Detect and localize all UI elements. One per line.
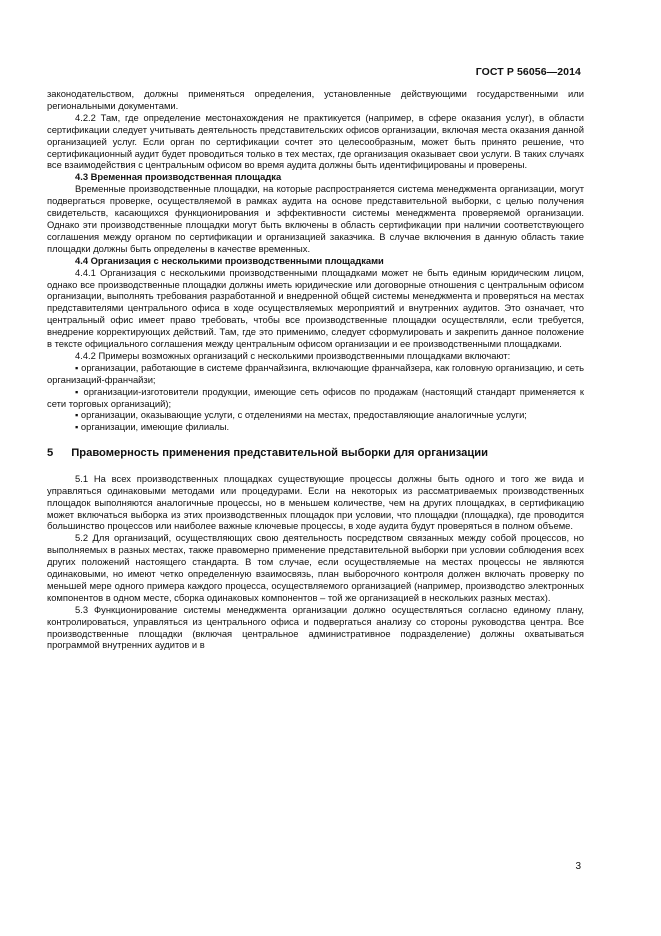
section-heading-4-3: 4.3 Временная производственная площадка bbox=[75, 171, 282, 183]
paragraph: 4.2.2 Там, где определение местонахождения не практикуется (например, в сфере оказания услуг), в области сертификации следует учитывать деятельность представительских офисов организации, включая места оказания данной организацией услуг. Если орган по сертификации сочтет это целесообразным, может быть принято решение, что сертификационный аудит будет проводиться только в тех местах, где организация оказывает свои услуги. В таких случаях все взаимодействия с центральным офисом во время аудита должны быть идентифицированы и проверены. bbox=[47, 111, 584, 171]
list-item: ▪ организации, оказывающие услуги, с отделениями на местах, предоставляющие аналогичные услуги; bbox=[75, 409, 527, 421]
paragraph: Временные производственные площадки, на которые распространяется система менеджмента организации, могут подвергаться проверке, осуществляемой в рамках аудита на основе представительной выборки, с целью получения свидетельств, касающихся функционирования и эффективности системы менеджмента проверяемой организации. Однако эти производственные площадки могут быть включены в область сертификации при наличии соответствующего соглашения между органом по сертификации и организацией заказчика. В случае включения в данную область такие площадки должны быть определены в качестве временных. bbox=[47, 183, 584, 254]
paragraph: 5.2 Для организаций, осуществляющих свою деятельность посредством связанных между собой процессов, но выполняемых в разных местах, также правомерно применение представительной выборки при условии соблюдения всех других положений настоящего стандарта. В том случае, если осуществляемые на местах процессы не являются одинаковыми, но имеют четко определенную взаимосвязь, план выборочного контроля должен включать проверку по меньшей мере одного примера каждого процесса, осуществляемого организацией (например, производство электронных компонентов в одном месте, сборка одинаковых компонентов – той же организацией в нескольких разных местах). bbox=[47, 532, 584, 603]
page-number: 3 bbox=[575, 861, 581, 872]
document-body bbox=[47, 88, 584, 651]
document-code-header: ГОСТ Р 56056—2014 bbox=[475, 66, 581, 78]
section-title: Правомерность применения представительной выборки для организации bbox=[71, 447, 489, 460]
paragraph: 4.4.1 Организация с несколькими производственными площадками может не быть единым юридическим лицом, однако все производственные площадки должны иметь юридические или договорные отношения с центральным офисом организации, выполнять требования разработанной и внедренной общей системы менеджмента и проверяться на местах представителями центрального офиса в ходе осуществляемых мероприятий и внутренних аудитов. Это означает, что центральный офис имеет право требовать, чтобы все производственные площадки осуществляли, если требуется, внедрение корректирующих действий. Там, где это применимо, следует сформулировать и закрепить данное положение в тексте официального соглашения между центральным офисом организации и ее производственными площадками. bbox=[47, 266, 584, 350]
list-item: ▪ организации, имеющие филиалы. bbox=[75, 421, 230, 433]
paragraph: законодательством, должны применяться определения, установленные действующими государственными или региональными документами. bbox=[47, 88, 584, 111]
section-heading-5 bbox=[47, 447, 584, 461]
paragraph: 4.4.2 Примеры возможных организаций с несколькими производственными площадками включают: bbox=[75, 349, 511, 361]
section-heading-4-4: 4.4 Организация с несколькими производственными площадками bbox=[75, 254, 384, 266]
section-number: 5 bbox=[47, 447, 54, 460]
list-item: ▪ организации-изготовители продукции, имеющие сеть офисов по продажам (настоящий стандарт применяется к сети торговых организаций); bbox=[47, 385, 584, 409]
list-item: ▪ организации, работающие в системе франчайзинга, включающие франчайзера, как головную организацию, и сеть организаций-франчайзи; bbox=[47, 361, 584, 385]
paragraph: 5.1 На всех производственных площадках существующие процессы должны быть одного и того же вида и управляться одинаковыми методами или процедурами. Если на некоторых из рассматриваемых производственных площадок выполняются аналогичные процессы, но в меньшем количестве, чем на других площадках, в сертификацию может включаться выборка из этих производственных площадок при условии, что площадки (площадка), где проводится большинство процессов или наиболее важные ключевые процессы, в ходе аудита будут проверяться в полном объеме. bbox=[47, 472, 584, 532]
paragraph: 5.3 Функционирование системы менеджмента организации должно осуществляться согласно единому плану, контролироваться, управляться из центрального офиса и подвергаться анализу со стороны руководства центра. Все производственные площадки (включая центральное административное подразделение) должны охватываться программой внутренних аудитов и в bbox=[47, 603, 584, 651]
